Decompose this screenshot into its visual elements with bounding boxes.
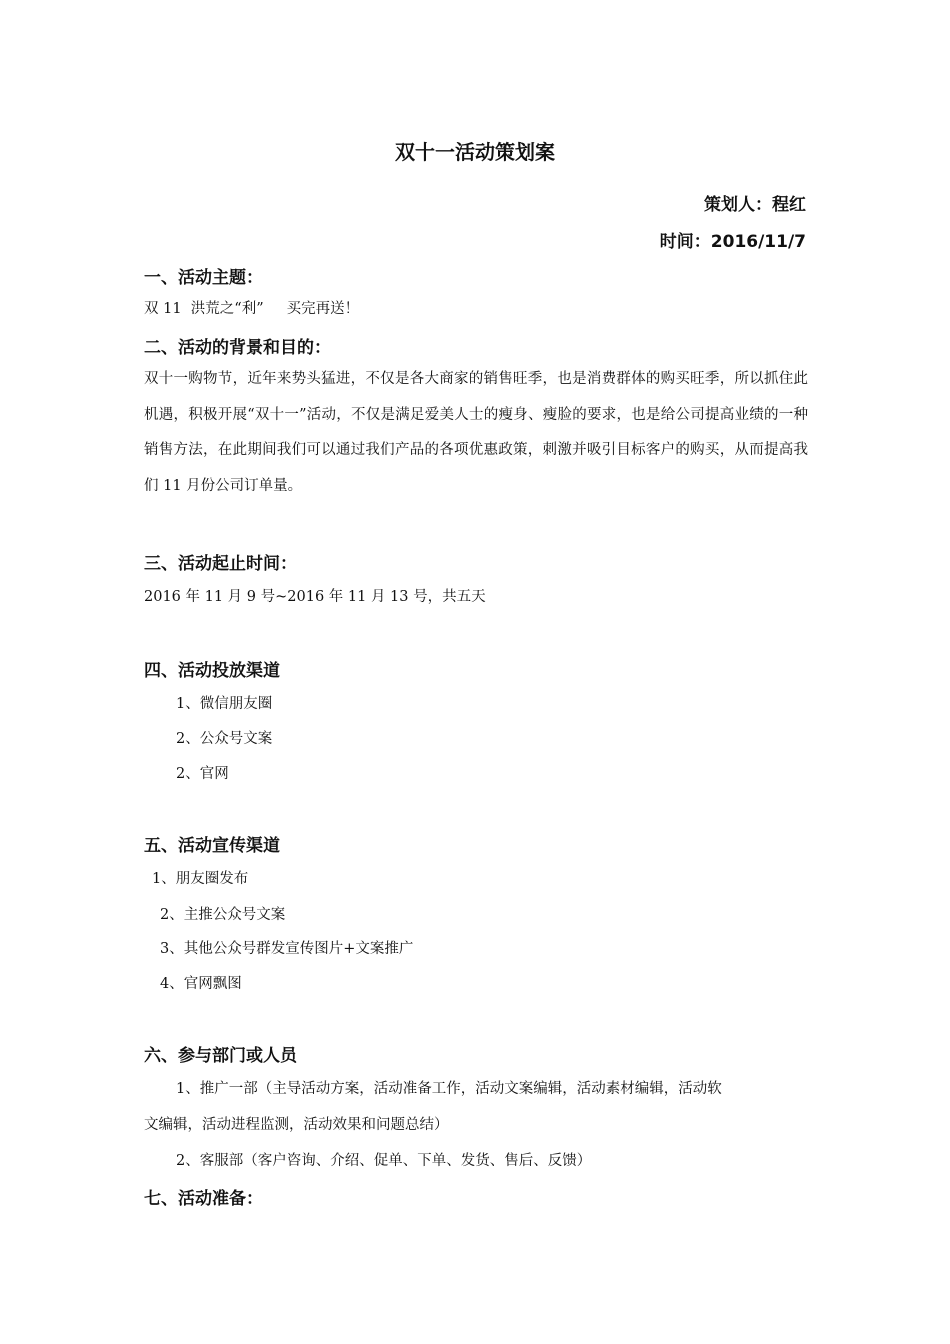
planner-line: 策划人：程红 xyxy=(704,195,806,215)
list-item: 1、微信朋友圈 xyxy=(176,696,273,712)
activity-theme-text: 双 11 洪荒之“利” 买完再送！ xyxy=(144,301,360,317)
list-item: 3、其他公众号群发宣传图片+文案推广 xyxy=(160,941,414,957)
department-item-1-line-1: 1、推广一部（主导活动方案，活动准备工作，活动文案编辑，活动素材编辑，活动软 xyxy=(176,1081,722,1097)
department-item-2: 2、客服部（客户咨询、介绍、促单、下单、发货、售后、反馈） xyxy=(176,1153,592,1169)
list-item: 2、公众号文案 xyxy=(176,731,273,747)
section-2-heading: 二、活动的背景和目的： xyxy=(144,338,331,358)
section-6-heading: 六、参与部门或人员 xyxy=(144,1046,297,1066)
list-item: 4、官网飘图 xyxy=(160,976,242,992)
document-title: 双十一活动策划案 xyxy=(395,140,555,164)
section-4-heading: 四、活动投放渠道 xyxy=(144,661,280,681)
section-1-heading: 一、活动主题： xyxy=(144,268,263,288)
list-item: 2、主推公众号文案 xyxy=(160,907,286,923)
activity-period-text: 2016 年 11 月 9 号~2016 年 11 月 13 号，共五天 xyxy=(144,589,486,605)
list-item: 2、官网 xyxy=(176,766,229,782)
background-paragraph: 双十一购物节，近年来势头猛进，不仅是各大商家的销售旺季，也是消费群体的购买旺季，所以抓住此机遇，积极开展“双十一”活动，不仅是满足爱美人士的瘦身、瘦脸的要求，也是给公司提高业绩的一种销售方法，在此期间我们可以通过我们产品的各项优惠政策，刺激并吸引目标客户的购买，从而提高我们 11 月份公司订单量。 xyxy=(144,371,808,494)
list-item: 1、朋友圈发布 xyxy=(152,871,249,887)
section-5-heading: 五、活动宣传渠道 xyxy=(144,836,280,856)
section-7-heading: 七、活动准备： xyxy=(144,1189,263,1209)
date-line: 时间：2016/11/7 xyxy=(659,232,806,252)
section-3-heading: 三、活动起止时间： xyxy=(144,554,297,574)
department-item-1-line-2: 文编辑，活动进程监测，活动效果和问题总结） xyxy=(144,1117,449,1133)
